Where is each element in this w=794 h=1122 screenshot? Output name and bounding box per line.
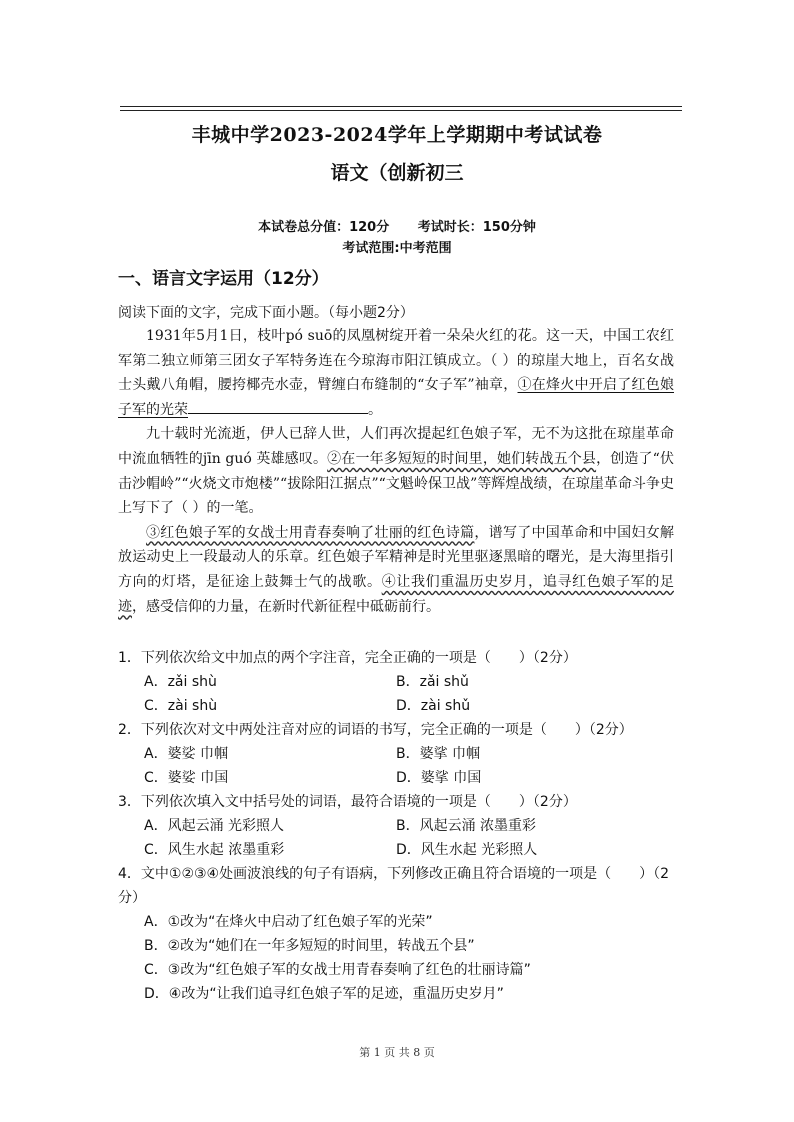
reading-passage	[118, 324, 674, 619]
option-a[interactable]: A．①改为“在烽火中启动了红色娘子军的光荣”	[144, 914, 433, 930]
option-b[interactable]: B．②改为“她们在一年多短短的时间里，转战五个县”	[144, 938, 475, 954]
option-b[interactable]: B．风起云涌 浓墨重彩	[396, 818, 537, 834]
question-stem: 1．下列依次给文中加点的两个字注音，完全正确的一项是（ ）（2分）	[118, 650, 577, 666]
option-d[interactable]: D．④改为“让我们追寻红色娘子军的足迹，重温历史岁月”	[144, 986, 504, 1002]
fill-blank	[188, 399, 368, 414]
passage-text: ，创造了“伏击沙帽岭”“火烧文市炮楼”“拔除阳江据点”“文魁岭保卫战”等辉煌战绩，在琼崖革命斗争史上写下了（ ）的一笔。	[118, 450, 674, 517]
passage-text: 1931年5月1日，枝叶pó suō的凤凰树绽开着一朵朵火红的花。这一天，中国工农红军第二独立师第三团女子军特务连在今琼海市阳江镇成立。（ ）的琼崖大地上，百名女战士头戴八角帽，腰挎椰壳水壶，臂缠白布缝制的“女子军”袖章，	[118, 328, 674, 394]
option-c[interactable]: C．zài shù	[144, 698, 218, 714]
sentence-2: ②在一年多短短的时间里，她们转战五个县	[327, 450, 597, 467]
question-3	[118, 790, 678, 862]
question-1	[118, 646, 678, 718]
option-grid	[118, 814, 678, 862]
passage-text: ，感受信仰的力量，在新时代新征程中砥砺前行。	[132, 598, 440, 615]
question-4	[118, 862, 678, 1006]
option-d[interactable]: D．zài shǔ	[396, 698, 471, 714]
exam-scope: 考试范围:中考范围	[342, 241, 452, 256]
passage-paragraph-2	[118, 422, 674, 520]
header-rule-top	[120, 106, 682, 107]
option-list	[118, 910, 678, 1006]
option-c[interactable]: C．③改为“红色娘子军的女战士用青春奏响了红色的壮丽诗篇”	[144, 962, 531, 978]
exam-title: 丰城中学2023-2024学年上学期期中考试试卷	[191, 124, 603, 146]
question-list	[118, 646, 678, 1006]
question-stem: 2．下列依次对文中两处注音对应的词语的书写，完全正确的一项是（ ）（2分）	[118, 722, 633, 738]
exam-duration: 考试时长：150分钟	[417, 220, 536, 235]
passage-paragraph-3	[118, 521, 674, 619]
option-grid	[118, 670, 678, 718]
passage-text: ，谱写了中国革命和中国妇女解放运动史上一段最动人的乐章。红色娘子军精神是时光里驱逐黑暗的曙光，是大海里指引方向的灯塔，是征途上鼓舞士气的战歌。	[118, 524, 675, 590]
exam-subtitle: 语文（创新初三	[330, 162, 464, 184]
passage-text: 九十载时光流逝，伊人已辞人世，人们再次提起红色娘子军，无不为这批在琼崖革命中流血牺牲的jīn guó 英雄感叹。	[118, 426, 674, 467]
sentence-3: ③红色娘子军的女战士用青春奏响了壮丽的红色诗篇	[146, 524, 475, 541]
exam-meta	[0, 216, 794, 235]
sentence-1: ①在烽火中开启了红色娘子军的光荣	[118, 377, 674, 418]
option-c[interactable]: C．风生水起 浓墨重彩	[144, 842, 285, 858]
page-indicator: 第 1 页 共 8 页	[359, 1046, 435, 1059]
option-c[interactable]: C．婆娑 巾国	[144, 770, 229, 786]
passage-paragraph-1	[118, 324, 674, 422]
sentence-4: ④让我们重温历史岁月，追寻红色娘子军的足迹	[118, 573, 675, 615]
total-score: 本试卷总分值：120分	[258, 220, 390, 235]
header-rule-bottom	[120, 110, 682, 111]
option-d[interactable]: D．婆挲 巾国	[396, 770, 482, 786]
question-stem: 4．文中①②③④处画波浪线的句子有语病，下列修改正确且符合语境的一项是（ ）（2分）	[118, 866, 670, 906]
option-b[interactable]: B．zǎi shǔ	[396, 674, 469, 690]
option-a[interactable]: A．风起云涌 光彩照人	[144, 818, 285, 834]
option-a[interactable]: A．zǎi shù	[144, 674, 217, 690]
option-b[interactable]: B．婆挲 巾帼	[396, 746, 481, 762]
question-stem: 3．下列依次填入文中括号处的词语，最符合语境的一项是（ ）（2分）	[118, 794, 577, 810]
option-grid	[118, 742, 678, 790]
section-heading: 一、语言文字运用（12分）	[118, 269, 329, 289]
option-d[interactable]: D．风生水起 光彩照人	[396, 842, 538, 858]
option-a[interactable]: A．婆娑 巾帼	[144, 746, 229, 762]
question-2	[118, 718, 678, 790]
section-instruction: 阅读下面的文字，完成下面小题。（每小题2分）	[118, 305, 414, 321]
passage-text: 。	[368, 401, 382, 418]
